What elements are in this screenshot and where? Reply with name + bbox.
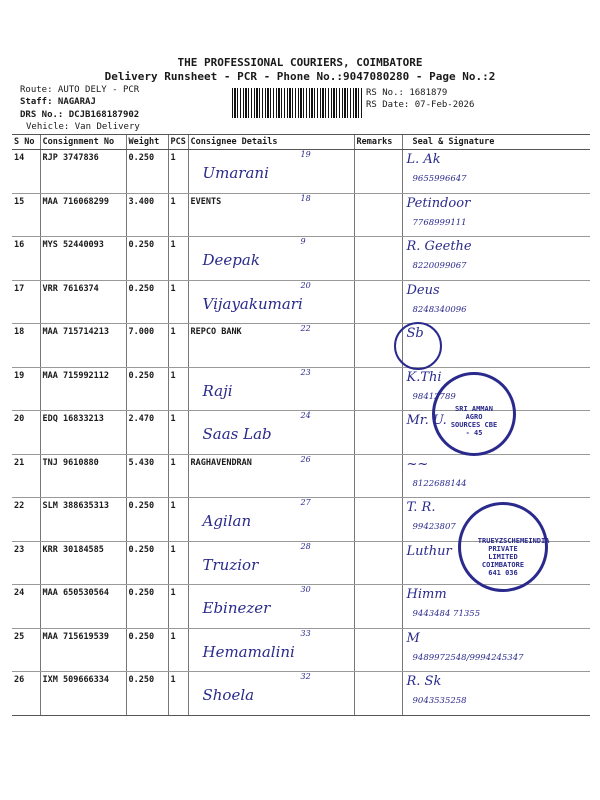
row-consignment-no: IXM 509666334 [40,672,126,716]
row-weight: 2.470 [126,411,168,455]
row-weight: 0.250 [126,628,168,672]
col-pcs: PCS [168,135,188,150]
row-pcs: 1 [168,237,188,281]
row-remarks [354,628,402,672]
consignee-handwritten: Agilan [202,512,252,530]
consignee-number: 28 [300,541,311,551]
row-weight: 0.250 [126,498,168,542]
row-remarks [354,541,402,585]
rs-date: RS Date: 07-Feb-2026 [366,100,475,110]
row-remarks [354,237,402,281]
row-sno: 19 [12,367,40,411]
signature: T. R. [406,500,436,515]
rs-number: RS No.: 1681879 [366,88,448,98]
table-row [12,628,590,672]
col-consignee: Consignee Details [188,135,354,150]
row-sno: 14 [12,150,40,194]
consignee-handwritten: Raji [202,381,233,400]
row-remarks [354,411,402,455]
signature: ~~ [406,456,429,472]
consignee-printed: REPCO BANK [190,327,242,337]
consignee-number: 23 [300,367,311,377]
row-sno: 16 [12,237,40,281]
consignee-handwritten: Umarani [202,164,269,182]
row-consignee [188,672,354,716]
row-consignee [188,411,354,455]
row-consignment-no: VRR 7616374 [40,280,126,324]
row-consignee [188,585,354,629]
row-remarks [354,672,402,716]
table-row [12,672,590,716]
row-consignment-no: MAA 715619539 [40,628,126,672]
row-remarks [354,498,402,542]
row-sno: 17 [12,280,40,324]
company-stamp-trueyz: TRUEYZSCHEMEINDIA PRIVATE LIMITED COIMBATORE 641 036 [458,502,548,592]
signature: R. Geethe [406,239,472,254]
row-sno: 26 [12,672,40,716]
signature: M [406,630,420,646]
consignee-printed: EVENTS [190,196,222,207]
consignee-handwritten: Deepak [202,251,260,269]
row-pcs: 1 [168,541,188,585]
consignee-number: 32 [300,672,311,681]
consignee-number: 22 [300,324,311,333]
company-stamp-amman: SRI AMMAN AGRO SOURCES CBE - 45 [432,372,516,456]
col-remarks: Remarks [354,135,402,150]
table-row [12,280,590,324]
row-weight: 0.250 [126,541,168,585]
row-signature [402,150,590,194]
row-weight: 5.430 [126,454,168,498]
vehicle-label: Vehicle: Van Delivery [26,122,140,132]
row-consignee [188,237,354,281]
row-consignment-no: MAA 715714213 [40,324,126,368]
staff-label: Staff: NAGARAJ [20,97,96,107]
signature: L. Ak [406,152,441,167]
row-pcs: 1 [168,628,188,672]
row-sno: 21 [12,454,40,498]
signature: Luthur [406,543,452,559]
row-remarks [354,367,402,411]
signature: K.Thi [406,369,442,385]
consignee-number: 24 [300,411,311,420]
row-sno: 15 [12,193,40,237]
row-pcs: 1 [168,411,188,455]
row-sno: 18 [12,324,40,368]
row-signature [402,237,590,281]
signature-phone: 9043535258 [412,696,467,706]
col-seal: Seal & Signature [402,135,590,150]
row-consignee [188,324,354,368]
row-consignment-no: MAA 716068299 [40,193,126,237]
consignee-printed: RAGHAVENDRAN [190,457,252,468]
col-sno: S No [12,135,40,150]
row-signature [402,628,590,672]
consignee-number: 20 [300,280,311,290]
table-row [12,324,590,368]
row-consignee [188,454,354,498]
signature-phone: 8248340096 [412,304,467,315]
row-weight: 0.250 [126,237,168,281]
consignee-number: 9 [300,237,306,246]
table-row [12,193,590,237]
row-consignee [188,498,354,542]
row-pcs: 1 [168,324,188,368]
signature: R. Sk [406,674,442,689]
row-consignee [188,193,354,237]
row-pcs: 1 [168,672,188,716]
consignee-number: 30 [300,585,311,594]
consignee-handwritten: Vijayakumari [202,294,303,313]
consignee-handwritten: Truzior [202,555,259,574]
row-remarks [354,193,402,237]
consignee-number: 33 [300,628,311,638]
row-consignment-no: MYS 52440093 [40,237,126,281]
signature: Deus [406,282,440,298]
col-weight: Weight [126,135,168,150]
route-label: Route: AUTO DELY - PCR [20,85,140,95]
consignee-handwritten: Hemamalini [202,642,295,661]
row-pcs: 1 [168,454,188,498]
signature-phone: 9489972548/9994245347 [412,652,524,663]
row-pcs: 1 [168,585,188,629]
barcode [232,88,362,118]
consignee-handwritten: Ebinezer [202,599,271,617]
row-sno: 24 [12,585,40,629]
row-weight: 0.250 [126,150,168,194]
row-consignee [188,367,354,411]
signature-phone: 99423807 [412,522,456,532]
row-consignment-no: TNJ 9610880 [40,454,126,498]
row-signature [402,280,590,324]
row-sno: 22 [12,498,40,542]
row-sno: 23 [12,541,40,585]
row-consignee [188,280,354,324]
page-title: THE PROFESSIONAL COURIERS, COIMBATORE [177,56,423,69]
signature-phone: 9655996647 [412,174,467,184]
row-weight: 7.000 [126,324,168,368]
row-signature [402,193,590,237]
small-stamp [394,322,442,370]
table-row [12,237,590,281]
row-signature [402,454,590,498]
row-weight: 0.250 [126,672,168,716]
signature: Petindoor [406,195,471,211]
consignee-handwritten: Shoela [202,686,255,704]
row-weight: 0.250 [126,585,168,629]
row-consignment-no: RJP 3747836 [40,150,126,194]
page-subtitle: Delivery Runsheet - PCR - Phone No.:9047080280 - Page No.:2 [104,70,496,83]
row-consignment-no: MAA 715992112 [40,367,126,411]
table-row [12,150,590,194]
row-weight: 0.250 [126,367,168,411]
consignee-number: 18 [300,193,311,203]
signature-phone: 8220099067 [412,261,467,271]
row-remarks [354,585,402,629]
row-pcs: 1 [168,498,188,542]
table-header-row [12,135,590,150]
row-signature [402,672,590,716]
row-weight: 0.250 [126,280,168,324]
signature-phone: 9443484 71355 [412,609,481,619]
signature-phone: 7768999111 [412,217,467,228]
table-row [12,454,590,498]
row-consignee [188,150,354,194]
row-remarks [354,280,402,324]
drs-label: DRS No.: DCJB168187902 [20,110,140,120]
consignee-number: 19 [300,150,311,159]
row-sno: 25 [12,628,40,672]
row-consignment-no: EDQ 16833213 [40,411,126,455]
row-pcs: 1 [168,150,188,194]
row-consignment-no: SLM 388635313 [40,498,126,542]
row-sno: 20 [12,411,40,455]
signature-phone: 98412789 [412,391,456,402]
consignee-handwritten: Saas Lab [202,425,272,443]
row-pcs: 1 [168,193,188,237]
row-consignment-no: KRR 30184585 [40,541,126,585]
consignee-number: 27 [300,498,311,507]
row-consignee [188,541,354,585]
col-consignment: Consignment No [40,135,126,150]
row-remarks [354,150,402,194]
signature-phone: 8122688144 [412,478,467,489]
consignee-number: 26 [300,454,311,464]
row-pcs: 1 [168,280,188,324]
row-remarks [354,454,402,498]
row-pcs: 1 [168,367,188,411]
signature: Sb [406,326,424,341]
row-weight: 3.400 [126,193,168,237]
signature: Himm [406,587,447,602]
row-consignee [188,628,354,672]
signature: Mr. U. [406,413,447,428]
row-consignment-no: MAA 650530564 [40,585,126,629]
